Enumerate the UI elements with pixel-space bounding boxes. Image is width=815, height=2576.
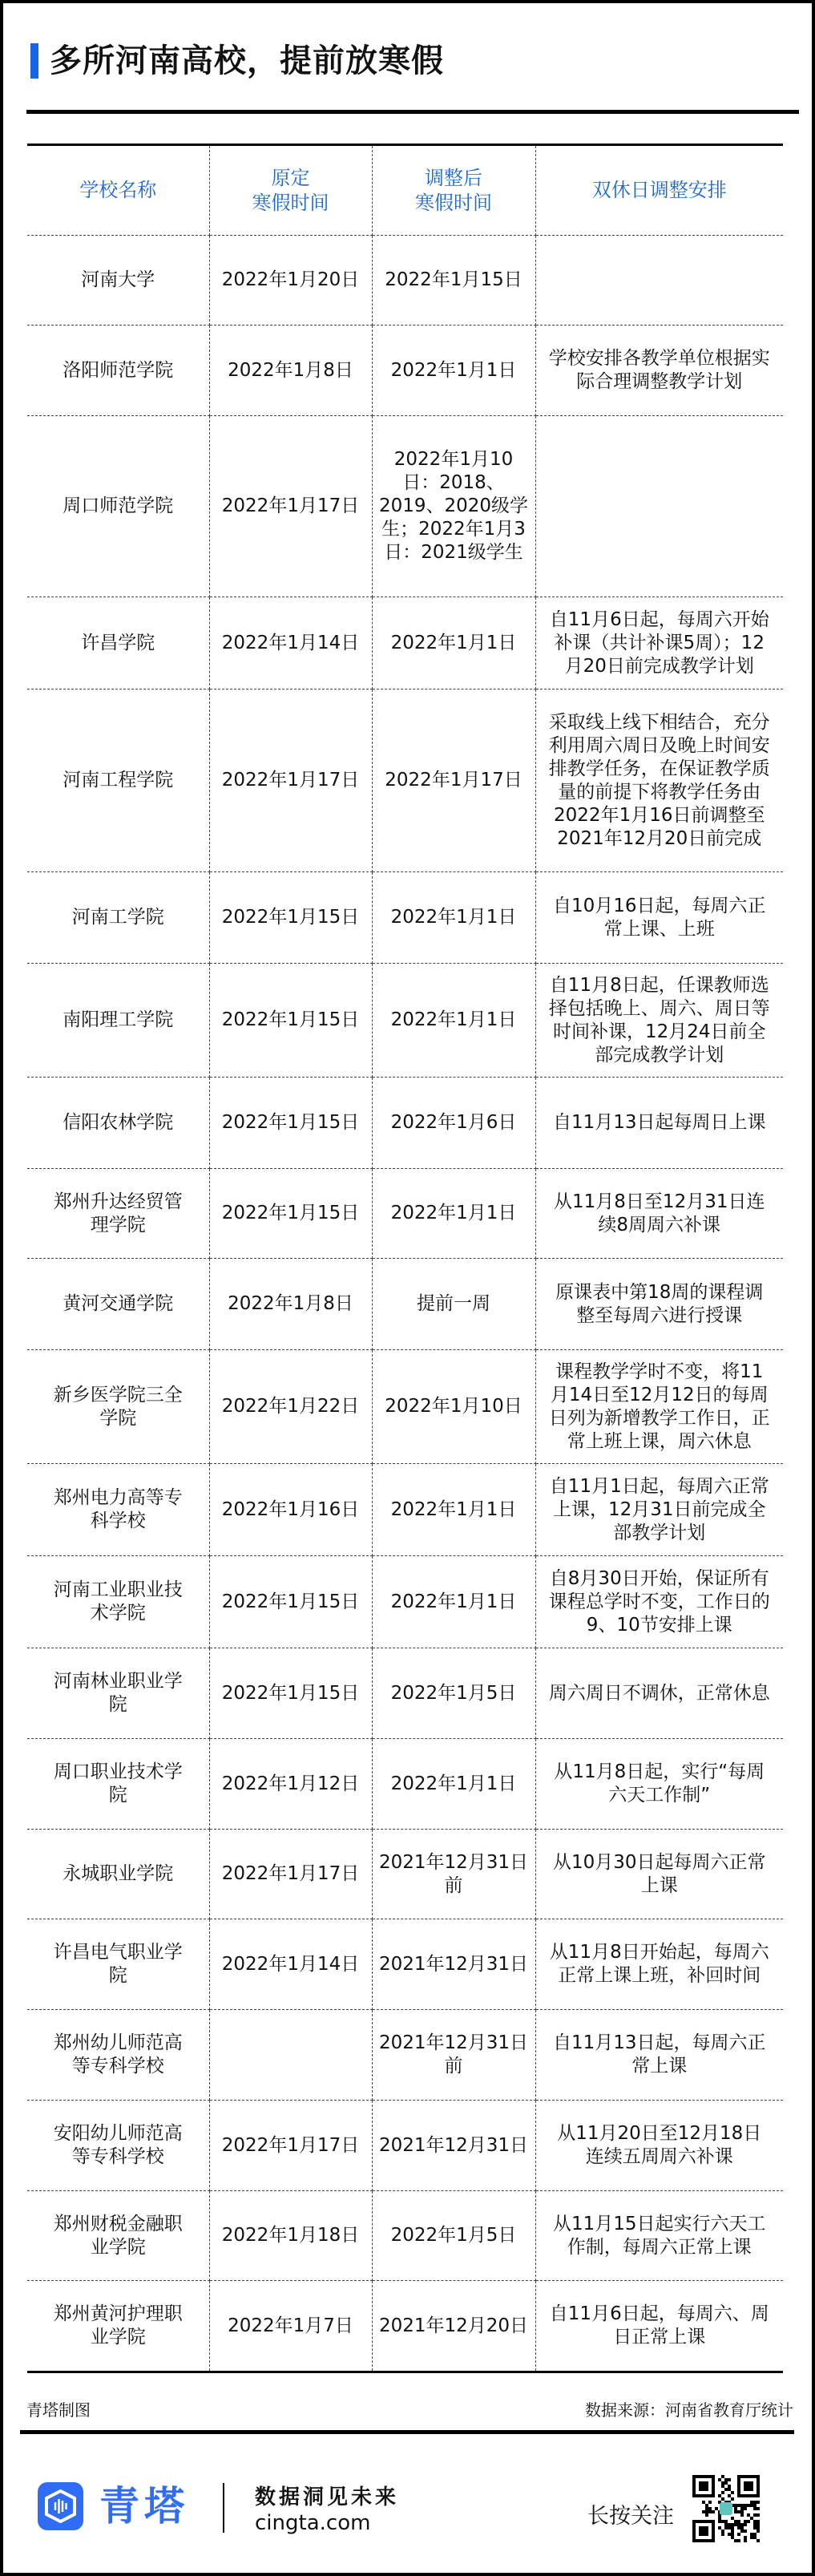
school-name-cell: 永城职业学院 (27, 1830, 209, 1919)
table-row (27, 1830, 783, 1919)
original-date-cell: 2022年1月17日 (209, 689, 372, 872)
school-name-cell: 周口职业技术学院 (27, 1739, 209, 1830)
adjusted-date-cell: 2022年1月1日 (372, 326, 535, 416)
title-accent-bar (30, 43, 38, 79)
table-row (27, 1464, 783, 1556)
weekend-arrangement-cell: 学校安排各教学单位根据实际合理调整教学计划 (535, 326, 783, 416)
footer-divider (20, 2430, 794, 2434)
original-date-cell: 2022年1月15日 (209, 1078, 372, 1169)
weekend-arrangement-cell: 采取线上线下相结合，充分利用周六周日及晚上时间安排教学任务，在保证教学质量的前提下将教学任务由2022年1月16日前调整至2021年12月20日前完成 (535, 689, 783, 872)
school-name-cell: 许昌学院 (27, 597, 209, 689)
original-date-cell: 2022年1月15日 (209, 1556, 372, 1648)
adjusted-date-cell: 2022年1月17日 (372, 689, 535, 872)
page-title: 多所河南高校，提前放寒假 (50, 42, 444, 79)
weekend-arrangement-cell: 自11月6日起，每周六开始补课（共计补课5周）；12月20日前完成教学计划 (535, 597, 783, 689)
brand-website[interactable]: cingta.com (255, 2511, 371, 2535)
adjusted-date-cell: 2022年1月10日 (372, 1350, 535, 1464)
column-header: 原定 寒假时间 (209, 145, 372, 236)
original-date-cell: 2022年1月17日 (209, 1830, 372, 1919)
table-row (27, 1648, 783, 1739)
adjusted-date-cell: 2022年1月1日 (372, 1464, 535, 1556)
schools-table (27, 144, 783, 2373)
weekend-arrangement-cell: 课程教学学时不变，将11月14日至12月12日的每周日列为新增教学工作日，正常上班上课，周六休息 (535, 1350, 783, 1464)
original-date-cell: 2022年1月12日 (209, 1739, 372, 1830)
brand-divider (223, 2483, 224, 2533)
original-date-cell: 2022年1月17日 (209, 416, 372, 597)
school-name-cell: 许昌电气职业学院 (27, 1919, 209, 2010)
adjusted-date-cell: 2021年12月31日前 (372, 2010, 535, 2101)
original-date-cell: 2022年1月20日 (209, 236, 372, 326)
credit-label: 青塔制图 (26, 2400, 91, 2420)
table-row (27, 236, 783, 326)
original-date-cell: 2022年1月22日 (209, 1350, 372, 1464)
original-date-cell: 2022年1月15日 (209, 1648, 372, 1739)
adjusted-date-cell: 2021年12月31日 (372, 2101, 535, 2191)
school-name-cell: 河南工程学院 (27, 689, 209, 872)
adjusted-date-cell: 2022年1月10日：2018、2019、2020级学生；2022年1月3日：2021级学生 (372, 416, 535, 597)
weekend-arrangement-cell: 从11月8日至12月31日连续8周周六补课 (535, 1169, 783, 1259)
school-name-cell: 黄河交通学院 (27, 1259, 209, 1350)
adjusted-date-cell: 2022年1月1日 (372, 964, 535, 1078)
original-date-cell (209, 2010, 372, 2101)
school-name-cell: 新乡医学院三全学院 (27, 1350, 209, 1464)
weekend-arrangement-cell: 原课表中第18周的课程调整至每周六进行授课 (535, 1259, 783, 1350)
table-row (27, 1259, 783, 1350)
title-divider (26, 110, 799, 114)
table-row (27, 2101, 783, 2191)
original-date-cell: 2022年1月17日 (209, 2101, 372, 2191)
original-date-cell: 2022年1月15日 (209, 1169, 372, 1259)
school-name-cell: 河南工学院 (27, 872, 209, 964)
school-name-cell: 河南林业职业学院 (27, 1648, 209, 1739)
adjusted-date-cell: 2022年1月1日 (372, 1739, 535, 1830)
cingta-logo-icon (38, 2482, 83, 2530)
adjusted-date-cell: 2022年1月1日 (372, 597, 535, 689)
table-row (27, 2281, 783, 2372)
weekend-arrangement-cell: 从11月20日至12月18日连续五周周六补课 (535, 2101, 783, 2191)
school-name-cell: 河南工业职业技术学院 (27, 1556, 209, 1648)
table-row (27, 1078, 783, 1169)
table-row (27, 1350, 783, 1464)
adjusted-date-cell: 2022年1月1日 (372, 872, 535, 964)
school-name-cell: 南阳理工学院 (27, 964, 209, 1078)
table-row (27, 689, 783, 872)
weekend-arrangement-cell: 从10月30日起每周六正常上课 (535, 1830, 783, 1919)
column-header: 调整后 寒假时间 (372, 145, 535, 236)
weekend-arrangement-cell: 自11月13日起每周日上课 (535, 1078, 783, 1169)
column-header: 双休日调整安排 (535, 145, 783, 236)
school-name-cell: 河南大学 (27, 236, 209, 326)
school-name-cell: 安阳幼儿师范高等专科学校 (27, 2101, 209, 2191)
weekend-arrangement-cell (535, 236, 783, 326)
adjusted-date-cell: 2022年1月5日 (372, 2191, 535, 2281)
weekend-arrangement-cell: 自11月13日起，每周六正常上课 (535, 2010, 783, 2101)
school-name-cell: 郑州幼儿师范高等专科学校 (27, 2010, 209, 2101)
weekend-arrangement-cell: 从11月8日开始起，每周六正常上课上班，补回时间 (535, 1919, 783, 2010)
adjusted-date-cell: 2022年1月1日 (372, 1556, 535, 1648)
school-name-cell: 郑州财税金融职业学院 (27, 2191, 209, 2281)
original-date-cell: 2022年1月7日 (209, 2281, 372, 2372)
table-row (27, 2010, 783, 2101)
school-name-cell: 周口师范学院 (27, 416, 209, 597)
weekend-arrangement-cell: 从11月8日起，实行“每周六天工作制” (535, 1739, 783, 1830)
adjusted-date-cell: 2021年12月20日 (372, 2281, 535, 2372)
follow-label: 长按关注 (587, 2504, 674, 2529)
adjusted-date-cell: 2022年1月6日 (372, 1078, 535, 1169)
table-row (27, 416, 783, 597)
table-row (27, 1919, 783, 2010)
school-name-cell: 郑州升达经贸管理学院 (27, 1169, 209, 1259)
table-row (27, 597, 783, 689)
table-row (27, 1169, 783, 1259)
table-row (27, 964, 783, 1078)
brand-name: 青塔 (99, 2483, 189, 2529)
table-row (27, 1739, 783, 1830)
school-name-cell: 洛阳师范学院 (27, 326, 209, 416)
original-date-cell: 2022年1月16日 (209, 1464, 372, 1556)
original-date-cell: 2022年1月15日 (209, 964, 372, 1078)
adjusted-date-cell: 2022年1月1日 (372, 1169, 535, 1259)
adjusted-date-cell: 2021年12月31日 (372, 1919, 535, 2010)
original-date-cell: 2022年1月18日 (209, 2191, 372, 2281)
data-source-label: 数据来源：河南省教育厅统计 (585, 2400, 793, 2420)
weekend-arrangement-cell: 自8月30日开始，保证所有课程总学时不变，工作日的9、10节安排上课 (535, 1556, 783, 1648)
adjusted-date-cell: 提前一周 (372, 1259, 535, 1350)
column-header: 学校名称 (27, 145, 209, 236)
table-row (27, 2191, 783, 2281)
weekend-arrangement-cell: 自11月6日起，每周六、周日正常上课 (535, 2281, 783, 2372)
weekend-arrangement-cell: 自10月16日起，每周六正常上课、上班 (535, 872, 783, 964)
school-name-cell: 信阳农林学院 (27, 1078, 209, 1169)
original-date-cell: 2022年1月8日 (209, 1259, 372, 1350)
brand-slogan: 数据洞见未来 (255, 2485, 400, 2509)
qr-code-icon[interactable] (692, 2475, 761, 2542)
weekend-arrangement-cell (535, 416, 783, 597)
adjusted-date-cell: 2022年1月5日 (372, 1648, 535, 1739)
original-date-cell: 2022年1月14日 (209, 1919, 372, 2010)
adjusted-date-cell: 2022年1月15日 (372, 236, 535, 326)
adjusted-date-cell: 2021年12月31日前 (372, 1830, 535, 1919)
original-date-cell: 2022年1月14日 (209, 597, 372, 689)
original-date-cell: 2022年1月8日 (209, 326, 372, 416)
table-row (27, 326, 783, 416)
table-row (27, 872, 783, 964)
school-name-cell: 郑州电力高等专科学校 (27, 1464, 209, 1556)
table-row (27, 1556, 783, 1648)
school-name-cell: 郑州黄河护理职业学院 (27, 2281, 209, 2372)
weekend-arrangement-cell: 从11月15日起实行六天工作制，每周六正常上课 (535, 2191, 783, 2281)
weekend-arrangement-cell: 周六周日不调休，正常休息 (535, 1648, 783, 1739)
weekend-arrangement-cell: 自11月1日起，每周六正常上课，12月31日前完成全部教学计划 (535, 1464, 783, 1556)
original-date-cell: 2022年1月15日 (209, 872, 372, 964)
weekend-arrangement-cell: 自11月8日起，任课教师选择包括晚上、周六、周日等时间补课，12月24日前全部完成教学计划 (535, 964, 783, 1078)
